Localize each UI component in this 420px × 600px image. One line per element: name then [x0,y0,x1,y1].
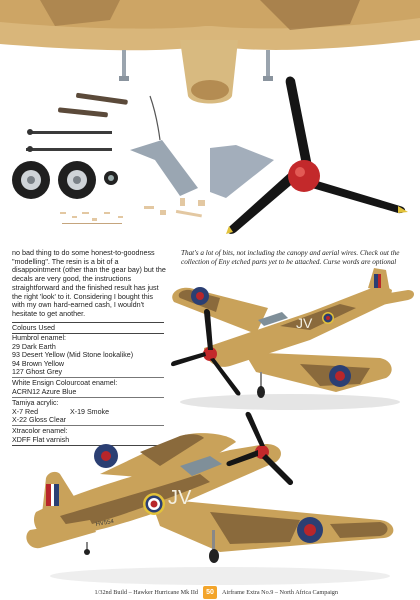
page-footer [0,586,420,600]
footer-publication: Airframe Extra No.9 – North Africa Campaign [222,589,338,596]
humbrol-heading: Humbrol enamel: [12,334,67,343]
ensign-item: ACRN12 Azure Blue [12,387,77,396]
humbrol-item: 127 Ghost Grey [12,368,63,377]
humbrol-item: 94 Brown Yellow [12,359,65,368]
article-body-text: no bad thing to do some honest-to-goodness "modelling". The resin is a bit of a disappointment (other than the gear bay) but the decals are very good, the instructions straightforward and the finished result has just the right 'look' to it. Considering I bought this with my own hard-earned cash, I wouldn't hesitate to get another. [12,248,166,318]
tamiya-item: X-7 Red [12,407,39,416]
squadron-code: JV [168,487,192,509]
gear-door-right [210,145,274,198]
serial-number: HV554 [95,518,115,528]
roundel [297,517,323,543]
model-front-view-photo [160,268,420,418]
main-wheels [12,161,118,199]
tamiya-heading: Tamiya acrylic: [12,397,164,407]
fin-flash [46,484,59,506]
parts-layout-photo [0,0,420,250]
gear-leg-left [122,50,126,78]
fuselage-roundel [322,312,334,324]
squadron-code: JV [296,315,313,331]
xtracolor-item: XDFF Flat varnish [12,436,164,446]
gear-leg-right [266,50,270,78]
page-number: 50 [203,586,217,599]
tamiya-item: X-19 Smoke [70,407,110,416]
roundel [191,287,209,305]
footer-build-title: 1/32nd Build – Hawker Hurricane Mk IId [94,589,198,596]
etched-parts [60,198,205,224]
tamiya-item: X-22 Gloss Clear [12,416,67,425]
colours-heading: Colours Used [12,322,164,334]
roundel [94,444,118,468]
gear-door-left [130,140,198,196]
photo-caption: That's a lot of bits, not including the canopy and aerial wires. Check out the collection of Eny etched parts yet to be attached. Curse words are optional [181,249,400,266]
humbrol-item: 93 Desert Yellow (Mid Stone lookalike) [12,351,134,360]
roundel [329,365,351,387]
humbrol-item: 29 Dark Earth [12,342,56,351]
model-rear-view-photo [0,408,420,588]
metal-rod-parts [26,93,128,152]
fuselage-roundel [143,493,165,515]
ensign-heading: White Ensign Colourcoat enamel: [12,377,164,387]
xtracolor-heading: Xtracolor enamel: [12,425,164,435]
